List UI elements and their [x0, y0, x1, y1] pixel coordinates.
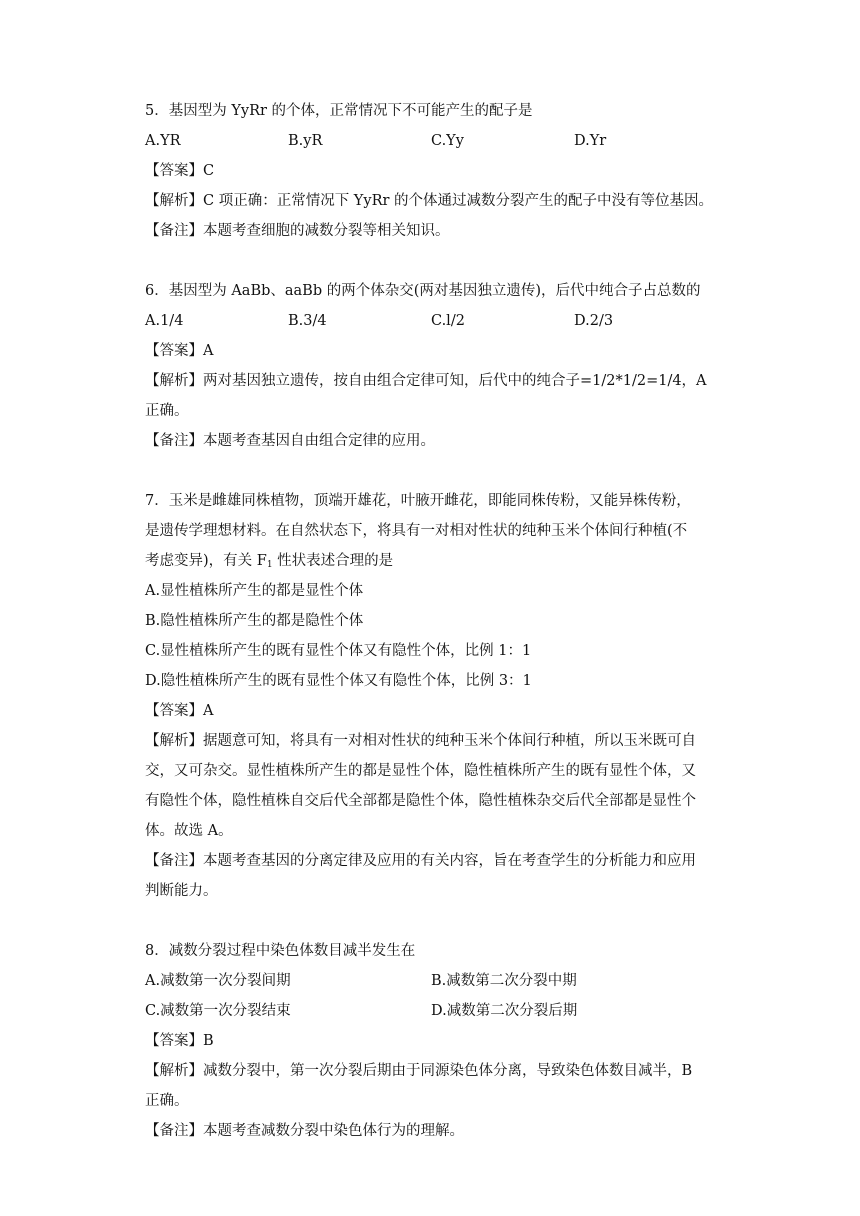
option-b: B.3/4 [288, 313, 327, 329]
note: 【备注】本题考查减数分裂中染色体行为的理解。 [145, 1123, 464, 1139]
option-a: A.减数第一次分裂间期 [145, 973, 291, 989]
note: 【备注】本题考查基因自由组合定律的应用。 [145, 433, 435, 449]
option-d: D.减数第二次分裂后期 [431, 1003, 578, 1019]
analysis-line: 【解析】两对基因独立遗传，按自由组合定律可知，后代中的纯合子=1/2*1/2=1/4，A [145, 373, 707, 389]
answer: 【答案】C [145, 163, 215, 179]
question-stem-line: 是遗传学理想材料。在自然状态下，将具有一对相对性状的纯种玉米个体间行种植(不 [145, 523, 688, 539]
question-8 [145, 936, 725, 1146]
note-line: 【备注】本题考查基因的分离定律及应用的有关内容，旨在考查学生的分析能力和应用 [145, 853, 696, 869]
question-stem-line: 7．玉米是雌雄同株植物，顶端开雄花，叶腋开雌花，即能同株传粉，又能异株传粉， [145, 493, 691, 509]
question-stem-line [145, 546, 725, 576]
option-c: C.l/2 [431, 313, 465, 329]
option-a: A.YR [145, 133, 181, 149]
options-row [145, 966, 725, 996]
question-7 [145, 486, 725, 906]
option-c: C.显性植株所产生的既有显性个体又有隐性个体，比例 1：1 [145, 643, 532, 659]
option-d: D.2/3 [574, 313, 614, 329]
answer: 【答案】A [145, 343, 214, 359]
analysis-line: 交，又可杂交。显性植株所产生的都是显性个体，隐性植株所产生的既有显性个体，又 [145, 763, 696, 779]
option-c: C.Yy [431, 133, 464, 149]
answer: 【答案】B [145, 1033, 214, 1049]
option-b: B.隐性植株所产生的都是隐性个体 [145, 613, 364, 629]
option-b: B.yR [288, 133, 323, 149]
question-stem: 6．基因型为 AaBb、aaBb 的两个体杂交(两对基因独立遗传)，后代中纯合子占总数的 [145, 283, 701, 299]
note: 【备注】本题考查细胞的减数分裂等相关知识。 [145, 223, 450, 239]
options-row [145, 306, 725, 336]
analysis-line: 【解析】减数分裂中，第一次分裂后期由于同源染色体分离，导致染色体数目减半，B [145, 1063, 693, 1079]
question-stem: 8．减数分裂过程中染色体数目减半发生在 [145, 943, 416, 959]
option-d: D.隐性植株所产生的既有显性个体又有隐性个体，比例 3：1 [145, 673, 532, 689]
question-5 [145, 96, 725, 246]
options-row [145, 996, 725, 1026]
analysis-line: 体。故选 A。 [145, 823, 233, 839]
stem-text: 性状表述合理的是 [272, 553, 394, 569]
option-a: A.1/4 [145, 313, 184, 329]
analysis-line: 正确。 [145, 403, 189, 419]
option-d: D.Yr [574, 133, 607, 149]
answer: 【答案】A [145, 703, 214, 719]
question-6 [145, 276, 725, 456]
analysis-line: 有隐性个体，隐性植株自交后代全部都是隐性个体，隐性植株杂交后代全部都是显性个 [145, 793, 696, 809]
stem-text: 考虑变异)，有关 F [145, 553, 267, 569]
options-row [145, 126, 725, 156]
option-b: B.减数第二次分裂中期 [431, 973, 577, 989]
analysis-line: 【解析】据题意可知，将具有一对相对性状的纯种玉米个体间行种植，所以玉米既可自 [145, 733, 696, 749]
option-c: C.减数第一次分裂结束 [145, 1003, 291, 1019]
option-a: A.显性植株所产生的都是显性个体 [145, 583, 364, 599]
question-stem: 5．基因型为 YyRr 的个体，正常情况下不可能产生的配子是 [145, 103, 533, 119]
analysis-line: 【解析】C 项正确：正常情况下 YyRr 的个体通过减数分裂产生的配子中没有等位基因。 [145, 193, 714, 209]
subscript: 1 [266, 560, 273, 570]
analysis-line: 正确。 [145, 1093, 189, 1109]
document-content [145, 96, 725, 1146]
note-line: 判断能力。 [145, 883, 218, 899]
